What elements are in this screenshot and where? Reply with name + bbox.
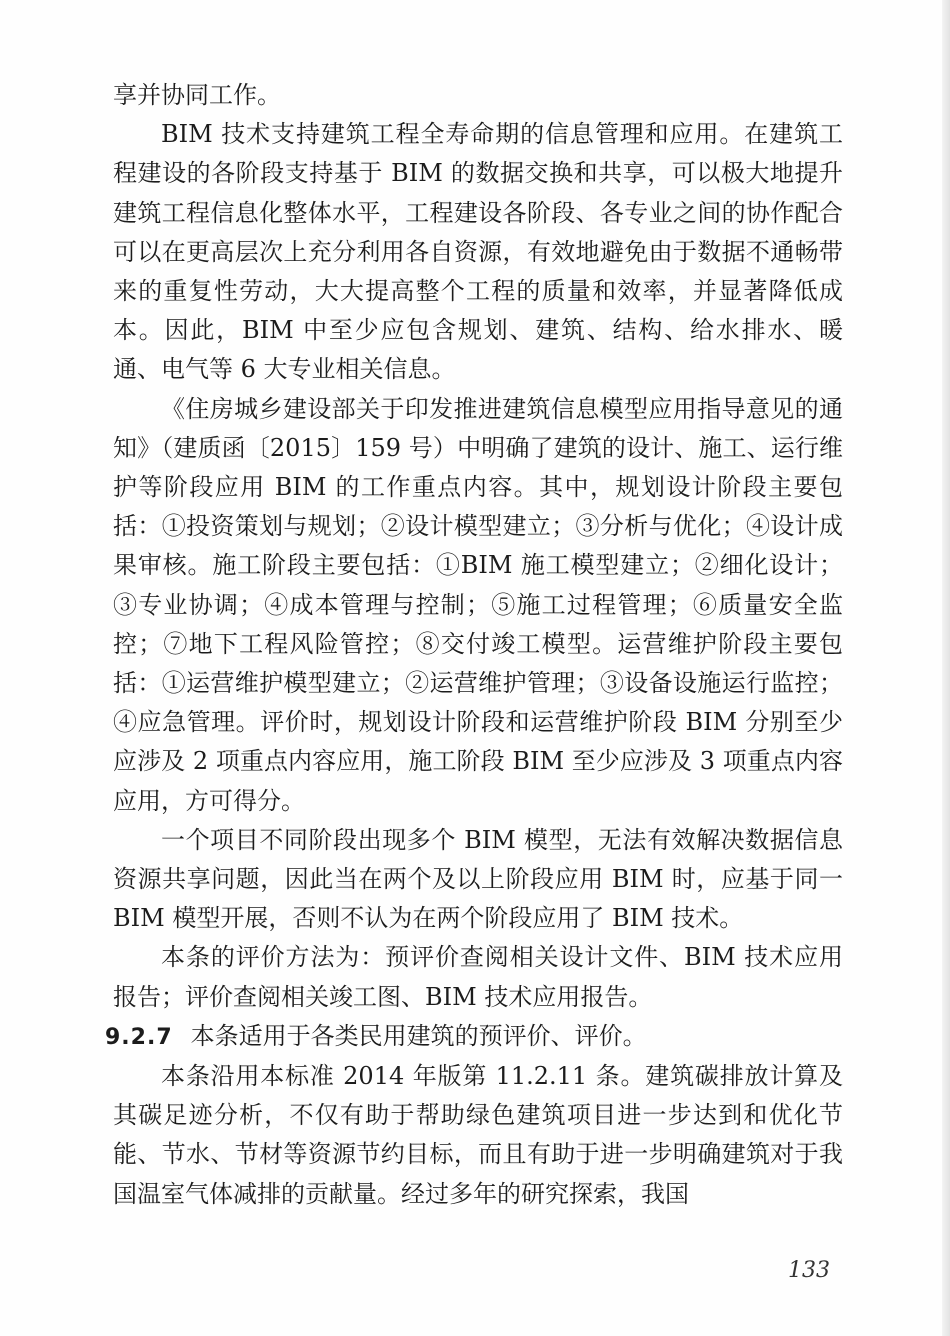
page-number: 133 — [788, 1258, 830, 1283]
clause-heading — [105, 1017, 843, 1057]
paragraph-bim-support: BIM 技术支持建筑工程全寿命期的信息管理和应用。在建筑工程建设的各阶段支持基于 BIM 的数据交换和共享，可以极大地提升建筑工程信息化整体水平，工程建设各阶段、各专业之间的协作配合可以在更高层次上充分利用各自资源，有效地避免由于数据不通畅带来的重复性劳动，大大提高整个工程的质量和效率，并显著降低成本。因此，BIM 中至少应包含规划、建筑、结构、给水排水、暖通、电气等 6 大专业相关信息。 — [113, 120, 843, 384]
body-text — [105, 76, 843, 1214]
paragraph-carbon-emission: 本条沿用本标准 2014 年版第 11.2.11 条。建筑碳排放计算及其碳足迹分析，不仅有助于帮助绿色建筑项目进一步达到和优化节能、节水、节材等资源节约目标，而且有助于进一步明确建筑对于我国温室气体减排的贡献量。经过多年的研究探索，我国 — [113, 1062, 843, 1208]
clause-text: 本条适用于各类民用建筑的预评价、评价。 — [190, 1021, 647, 1050]
paragraph-bim-notice: 《住房城乡建设部关于印发推进建筑信息模型应用指导意见的通知》（建质函〔2015〕159 号）中明确了建筑的设计、施工、运行维护等阶段应用 BIM 的工作重点内容。其中，规划设计阶段主要包括：①投资策划与规划；②设计模型建立；③分析与优化；④设计成果审核。施工阶段主要包括：①BIM 施工模型建立；②细化设计；③专业协调；④成本管理与控制；⑤施工过程管理；⑥质量安全监控；⑦地下工程风险管控；⑧交付竣工模型。运营维护阶段主要包括：①运营维护模型建立；②运营维护管理；③设备设施运行监控；④应急管理。评价时，规划设计阶段和运营维护阶段 BIM 分别至少应涉及 2 项重点内容应用，施工阶段 BIM 至少应涉及 3 项重点内容应用，方可得分。 — [113, 394, 843, 815]
page-edge-shadow — [942, 0, 950, 1336]
paragraph-continuation: 享并协同工作。 — [113, 81, 281, 109]
paragraph-single-model: 一个项目不同阶段出现多个 BIM 模型，无法有效解决数据信息资源共享问题，因此当在两个及以上阶段应用 BIM 时，应基于同一 BIM 模型开展，否则不认为在两个阶段应用了 BIM 技术。 — [113, 825, 843, 933]
clause-number: 9.2.7 — [105, 1024, 173, 1050]
paragraph-evaluation-method: 本条的评价方法为：预评价查阅相关设计文件、BIM 技术应用报告；评价查阅相关竣工图、BIM 技术应用报告。 — [113, 943, 843, 1011]
